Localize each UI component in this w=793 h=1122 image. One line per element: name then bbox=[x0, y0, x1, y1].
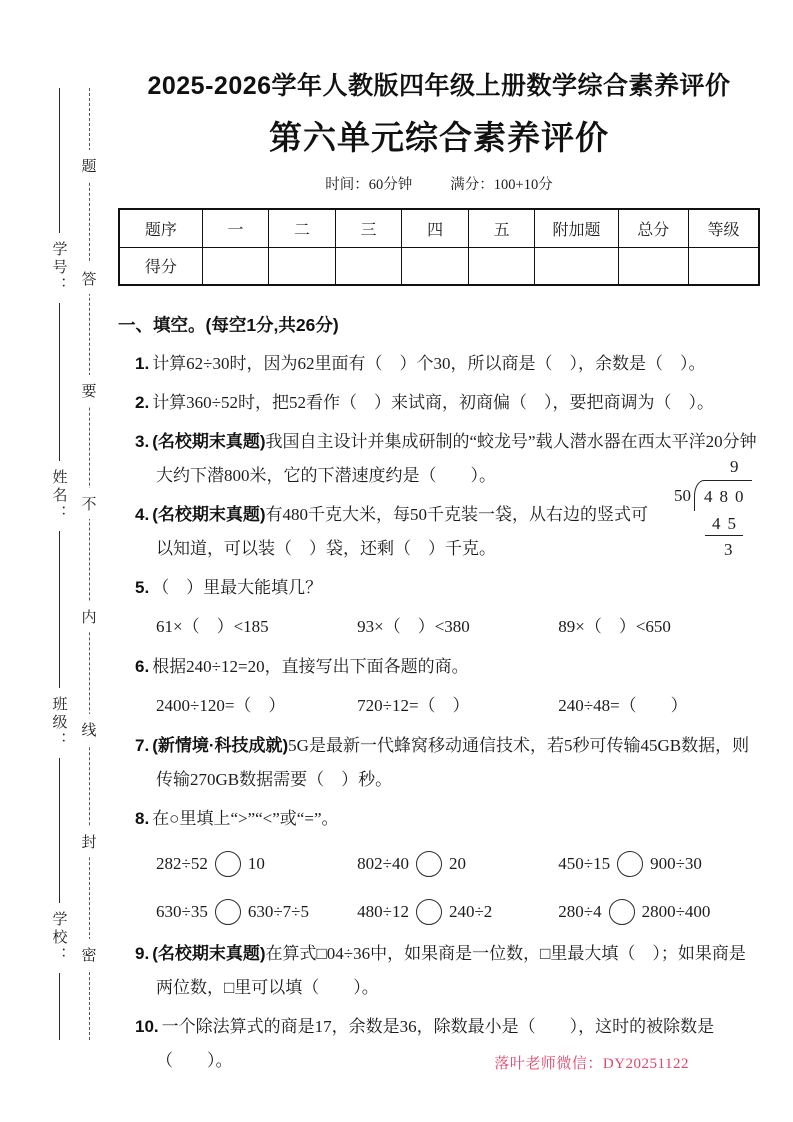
score-row-label: 得分 bbox=[119, 247, 202, 285]
question-3 bbox=[118, 425, 760, 493]
school-line bbox=[59, 758, 60, 903]
question-number: 1. bbox=[135, 354, 150, 373]
score-table-header-row bbox=[119, 209, 759, 247]
exam-content bbox=[118, 0, 760, 1122]
question-6 bbox=[118, 650, 760, 684]
cmp-right: 2800÷400 bbox=[641, 902, 711, 921]
comparison-item bbox=[357, 841, 558, 887]
cmp-left: 480÷12 bbox=[357, 902, 409, 921]
comparison-circle bbox=[416, 899, 442, 925]
long-division bbox=[674, 454, 760, 563]
student-name-label: 姓名： bbox=[50, 468, 67, 523]
score-header-cell: 五 bbox=[468, 209, 535, 247]
student-number-line bbox=[59, 88, 60, 233]
question-number: 5. bbox=[135, 578, 150, 597]
student-number-label: 学号： bbox=[50, 241, 67, 296]
class-line bbox=[59, 531, 60, 688]
question-number: 8. bbox=[135, 809, 150, 828]
exam-time: 时间：60分钟 bbox=[325, 177, 413, 193]
seal-char: 要 bbox=[81, 375, 96, 406]
score-header-cell: 等级 bbox=[689, 209, 760, 247]
cmp-right: 240÷2 bbox=[448, 902, 493, 921]
cmp-left: 802÷40 bbox=[357, 854, 409, 873]
question-tag: (名校期末真题) bbox=[152, 505, 266, 524]
division-subtrahend: 45 bbox=[705, 514, 743, 536]
exam-meta bbox=[118, 173, 760, 194]
comparison-circle bbox=[215, 851, 241, 877]
comparison-circle bbox=[215, 899, 241, 925]
comparison-item bbox=[558, 841, 759, 887]
q6-item: 2400÷120=（ ） bbox=[156, 696, 286, 715]
score-cell bbox=[335, 247, 402, 285]
question-text: 有480千克大米，每50千克装一袋，从右边的竖式可以知道，可以装（ ）袋，还剩（ ）千克。 bbox=[156, 505, 649, 558]
question-text: 一个除法算式的商是17，余数是36，除数最小是（ ），这时的被除数是（ ）。 bbox=[156, 1017, 715, 1070]
score-table-score-row bbox=[119, 247, 759, 285]
score-header-cell: 附加题 bbox=[535, 209, 618, 247]
score-header-cell: 题序 bbox=[119, 209, 202, 247]
division-main-row bbox=[674, 480, 760, 510]
score-header-cell: 三 bbox=[335, 209, 402, 247]
question-5-items bbox=[118, 610, 760, 644]
q5-item: 93×（ ）<380 bbox=[357, 617, 470, 636]
comparison-circle bbox=[416, 851, 442, 877]
comparison-item bbox=[156, 889, 357, 935]
seal-line-track bbox=[74, 88, 104, 1040]
section-1-heading: 一、填空。(每空1分,共26分) bbox=[118, 315, 339, 335]
comparison-item bbox=[156, 841, 357, 887]
student-name-line bbox=[59, 303, 60, 460]
score-cell bbox=[689, 247, 760, 285]
question-1 bbox=[118, 347, 760, 381]
question-2 bbox=[118, 386, 760, 420]
score-cell bbox=[269, 247, 336, 285]
class-label: 班级： bbox=[50, 696, 67, 751]
student-info-track bbox=[44, 88, 74, 1040]
score-header-cell: 总分 bbox=[618, 209, 688, 247]
question-text: 在○里填上“>”“<”或“=”。 bbox=[152, 809, 339, 828]
q6-item: 240÷48=（ ） bbox=[558, 696, 688, 715]
cmp-left: 282÷52 bbox=[156, 854, 208, 873]
question-number: 4. bbox=[135, 505, 150, 524]
score-header-cell: 二 bbox=[269, 209, 336, 247]
question-text: 在算式□04÷36中，如果商是一位数，□里最大填（ ）；如果商是两位数，□里可以填（ ）。 bbox=[156, 944, 746, 997]
question-7 bbox=[118, 729, 760, 797]
question-tag: (名校期末真题) bbox=[152, 944, 266, 963]
question-text: 计算360÷52时，把52看作（ ）来试商，初商偏（ ），要把商调为（ ）。 bbox=[152, 393, 715, 412]
question-8-row-1 bbox=[118, 841, 760, 887]
score-cell bbox=[618, 247, 688, 285]
question-number: 3. bbox=[135, 432, 150, 451]
q6-item: 720÷12=（ ） bbox=[357, 696, 470, 715]
cmp-right: 900÷30 bbox=[650, 854, 702, 873]
seal-char: 答 bbox=[81, 263, 96, 294]
score-cell bbox=[468, 247, 535, 285]
comparison-item bbox=[558, 889, 759, 935]
comparison-item bbox=[357, 889, 558, 935]
division-divisor: 50 bbox=[674, 486, 691, 506]
question-tag: (名校期末真题) bbox=[152, 432, 266, 451]
question-number: 9. bbox=[135, 944, 150, 963]
cmp-right: 10 bbox=[247, 854, 265, 873]
q5-item: 61×（ ）<185 bbox=[156, 617, 269, 636]
score-header-cell: 一 bbox=[202, 209, 269, 247]
score-header-cell: 四 bbox=[402, 209, 469, 247]
question-number: 6. bbox=[135, 657, 150, 676]
division-dividend: 480 bbox=[694, 480, 752, 510]
question-6-items bbox=[118, 689, 760, 723]
question-number: 10. bbox=[135, 1017, 159, 1036]
seal-char: 线 bbox=[81, 714, 96, 745]
comparison-circle bbox=[609, 899, 635, 925]
question-5 bbox=[118, 571, 760, 605]
question-text: 5G是最新一代蜂窝移动通信技术，若5秒可传输45GB数据，则传输270GB数据需要（ ）秒。 bbox=[156, 736, 750, 789]
seal-char: 内 bbox=[81, 601, 96, 632]
question-text: （ ）里最大能填几？ bbox=[152, 578, 323, 597]
cmp-left: 450÷15 bbox=[558, 854, 611, 873]
cmp-left: 280÷4 bbox=[558, 902, 602, 921]
score-cell bbox=[402, 247, 469, 285]
seal-margin bbox=[44, 88, 106, 1040]
page-subtitle: 第六单元综合素养评价 bbox=[269, 121, 609, 157]
division-quotient: 9 bbox=[730, 457, 739, 476]
cmp-left: 630÷35 bbox=[156, 902, 208, 921]
q5-item: 89×（ ）<650 bbox=[558, 617, 671, 636]
cmp-right: 630÷7÷5 bbox=[247, 902, 310, 921]
seal-char: 密 bbox=[81, 939, 96, 970]
question-text: 根据240÷12=20，直接写出下面各题的商。 bbox=[152, 657, 469, 676]
school-label: 学校： bbox=[50, 911, 67, 966]
score-cell bbox=[202, 247, 269, 285]
page-title: 2025-2026学年人教版四年级上册数学综合素养评价 bbox=[147, 72, 731, 100]
question-list bbox=[118, 347, 760, 1078]
score-cell bbox=[535, 247, 618, 285]
question-text: 我国自主设计并集成研制的“蛟龙号”载人潜水器在西太平洋20分钟大约下潜800米，它的下潜速度约是（ ）。 bbox=[156, 432, 757, 485]
comparison-circle bbox=[617, 851, 643, 877]
score-table bbox=[118, 208, 760, 286]
exam-full-score: 满分：100+10分 bbox=[450, 177, 553, 193]
question-tag: (新情境·科技成就) bbox=[152, 736, 289, 755]
question-number: 2. bbox=[135, 393, 150, 412]
question-text: 计算62÷30时，因为62里面有（ ）个30，所以商是（ ），余数是（ ）。 bbox=[152, 354, 706, 373]
teacher-contact-note: 落叶老师微信：DY20251122 bbox=[494, 1056, 689, 1072]
division-remainder: 3 bbox=[724, 540, 733, 560]
question-8-row-2 bbox=[118, 889, 760, 935]
seal-char: 不 bbox=[81, 488, 96, 519]
cmp-right: 20 bbox=[448, 854, 466, 873]
question-8 bbox=[118, 802, 760, 836]
question-9 bbox=[118, 937, 760, 1005]
seal-char: 封 bbox=[81, 826, 96, 857]
trailing-line bbox=[59, 973, 60, 1040]
seal-char: 题 bbox=[81, 150, 96, 181]
question-number: 7. bbox=[135, 736, 150, 755]
